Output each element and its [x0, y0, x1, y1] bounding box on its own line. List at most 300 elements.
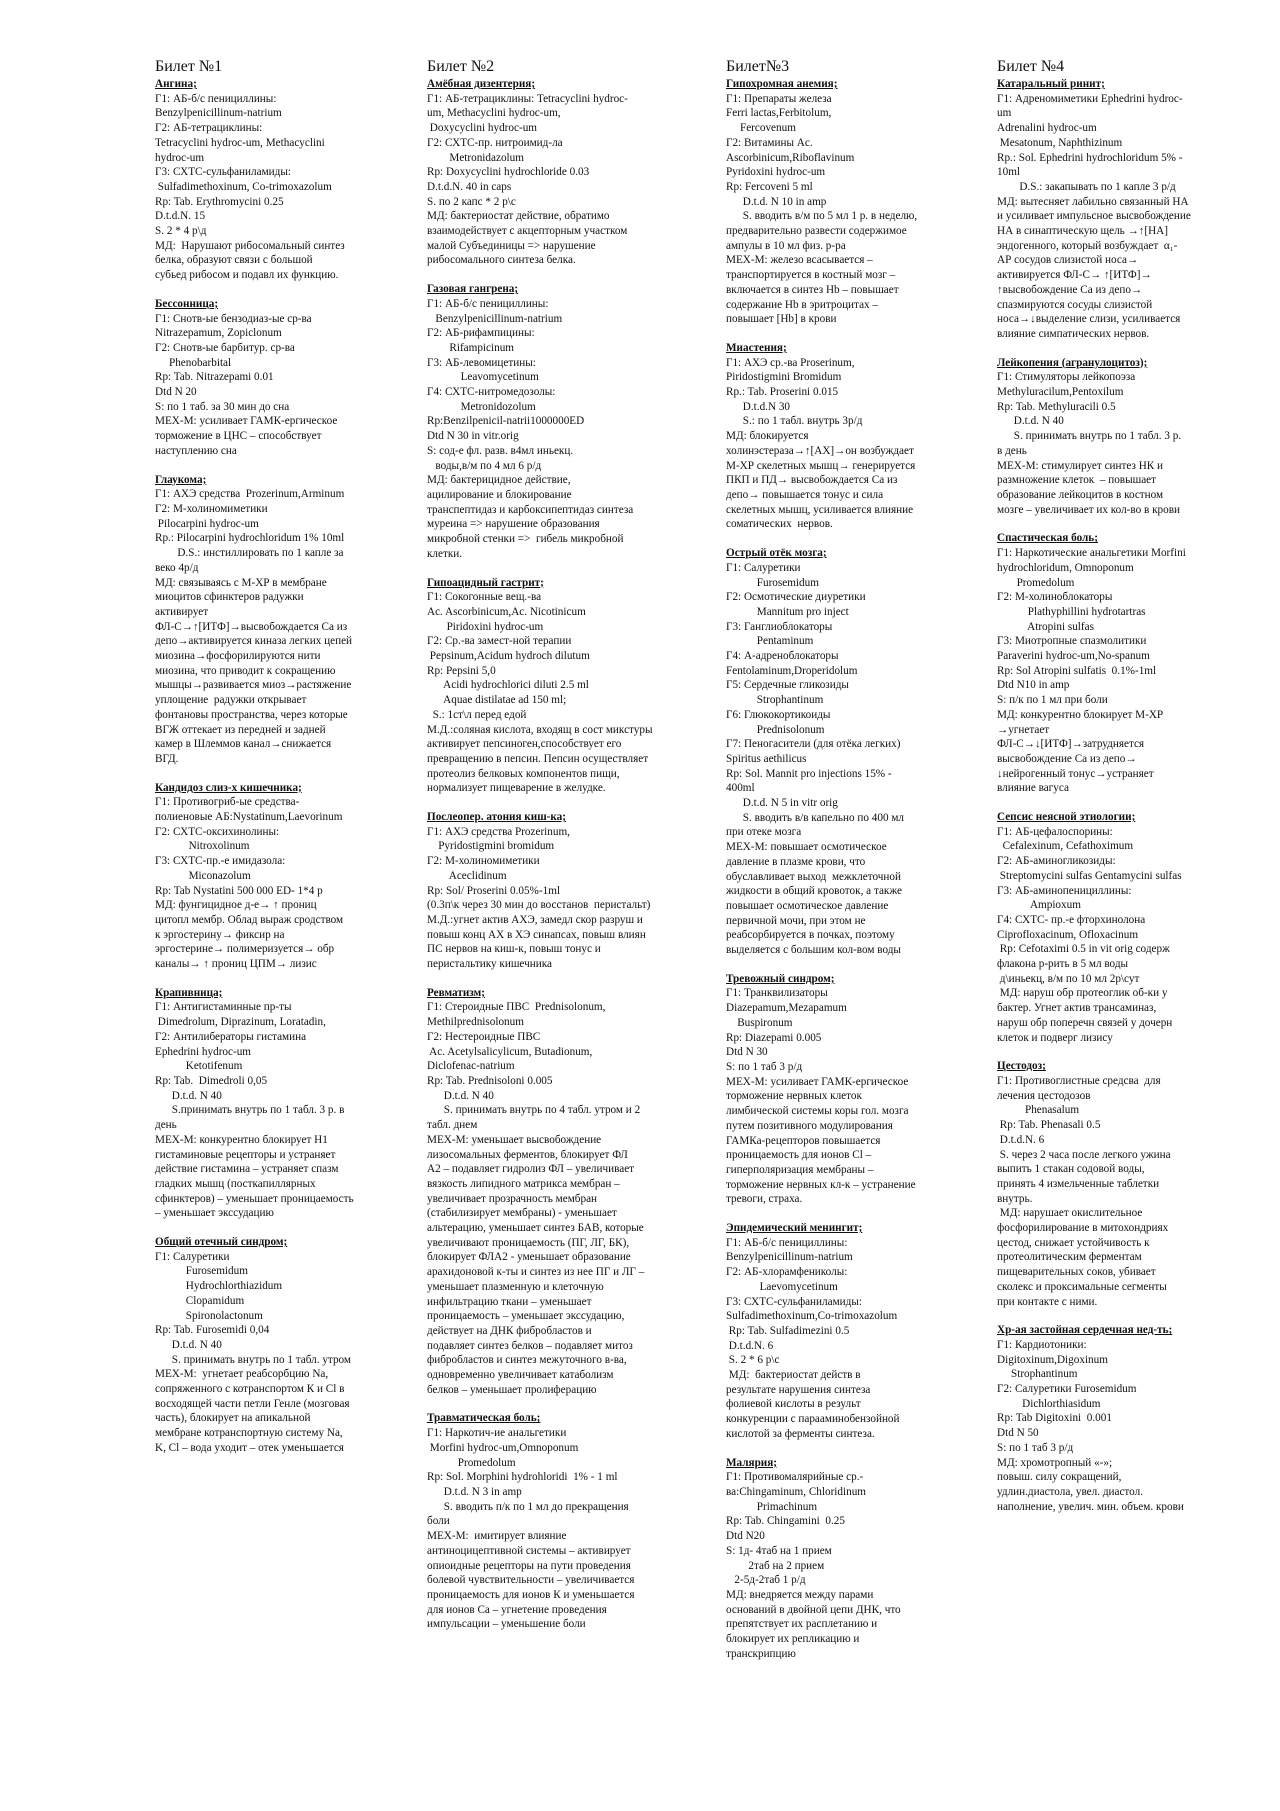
- text-line: Г1: Препараты железа: [726, 92, 832, 105]
- text-line: депо→ повышается тонус и сила: [726, 488, 884, 501]
- disease-title: Послеопер. атония киш-ка;: [427, 811, 566, 824]
- text-line: при отеке мозга: [726, 826, 802, 839]
- text-line: и усиливает импульсное высвобождение: [997, 210, 1191, 223]
- text-line: воды,в/м по 4 мл 6 р/д: [427, 459, 542, 472]
- text-line: сколекс и проксимальные сегменты: [997, 1280, 1167, 1293]
- text-line: д\иньекц, в/м по 10 мл 2р\сут: [997, 972, 1140, 985]
- text-line: Mannitum pro inject: [726, 605, 849, 618]
- text-line: боли: [427, 1515, 450, 1528]
- text-line: S.: 1ст\л перед едой: [427, 708, 527, 721]
- text-line: препятствует их расплетанию и: [726, 1618, 878, 1631]
- text-line: Г1: Стимуляторы лейкопоэза: [997, 371, 1136, 384]
- disease-section: [427, 77, 657, 268]
- text-line: болевой чувствительности – увеличивается: [427, 1574, 635, 1587]
- disease-title: Ангина;: [155, 78, 197, 90]
- text-line: Pyridostigmini bromidum: [427, 840, 555, 853]
- text-line: Promedolum: [427, 1456, 516, 1469]
- text-line: Spironolactonum: [155, 1309, 263, 1322]
- text-line: МД: связываясь с М-ХР в мембране: [155, 576, 327, 589]
- text-line: ↓нейрогенный тонус→устраняет: [997, 767, 1154, 780]
- text-line: Aquae distilatae ad 150 ml;: [427, 694, 567, 707]
- text-line: нормализует пищеварение в желудке.: [427, 782, 606, 795]
- text-line: Г1: АБ-б/с пенициллины:: [155, 92, 277, 105]
- text-line: Rp: Tab Nystatini 500 000 ED- 1*4 р: [155, 884, 323, 897]
- text-line: Nitroxolinum: [155, 840, 250, 853]
- disease-title: Ревматизм;: [427, 986, 485, 999]
- text-line: повышает осмотическое давление: [726, 899, 889, 912]
- text-line: S. принимать внутрь по 4 табл. утром и 2: [427, 1104, 641, 1117]
- disease-section: [427, 576, 657, 797]
- ticket-column-3: [726, 58, 956, 1675]
- text-line: миозина→фосфорилируются нити: [155, 650, 321, 663]
- text-line: сфинктеров) – уменьшает проницаемость: [155, 1192, 354, 1205]
- text-line: Fentolaminum,Droperidolum: [726, 664, 858, 677]
- text-line: повышает [Hb] в крови: [726, 313, 837, 326]
- text-line: Rp: Tab. Phenasali 0.5: [997, 1119, 1101, 1132]
- text-line: Rp.: Sol. Ephedrini hydrochloridum 5% -: [997, 151, 1183, 164]
- text-line: лизосомальных ферментов, блокирует ФЛ: [427, 1148, 628, 1161]
- text-line: клетки.: [427, 547, 463, 560]
- disease-title: Сепсис неясной этиологии;: [997, 811, 1136, 824]
- text-line: Rp: Sol. Mannit pro injections 15% -: [726, 767, 892, 780]
- text-line: ацилирование и блокирование: [427, 488, 572, 501]
- text-line: арахидоновой к-ты и синтез из нее ПГ и ЛГ –: [427, 1266, 645, 1279]
- text-line: МД: бактериостат действие, обратимо: [427, 210, 610, 223]
- ticket-title: Билет№3: [726, 58, 790, 75]
- disease-title: Амёбная дизентерия;: [427, 78, 536, 90]
- text-line: Strophantinum: [726, 694, 824, 707]
- text-line: Ac. Acetylsalicylicum, Butadionum,: [427, 1045, 593, 1058]
- text-line: МЕХ-М: имитирует влияние: [427, 1530, 567, 1543]
- text-line: уплощение радужки открывает: [155, 694, 307, 707]
- ticket-column-1: [155, 58, 385, 1470]
- disease-title: Гипоацидный гастрит;: [427, 576, 544, 589]
- text-line: реабсорбируется в почках, поэтому: [726, 929, 895, 942]
- text-line: Г2: М-холиноблокаторы: [997, 591, 1113, 604]
- text-line: Metronidozolum: [427, 400, 536, 413]
- text-line: Г2: АБ-тетрациклины:: [155, 122, 263, 135]
- text-line: Г1: АБ-цефалоспорины:: [997, 825, 1113, 838]
- text-line: Furosemidum: [726, 576, 819, 589]
- text-line: Furosemidum: [155, 1265, 248, 1278]
- text-line: S. через 2 часа после легкого ужина: [997, 1148, 1171, 1161]
- text-line: цитопл мембр. Облад выраж сродством: [155, 913, 344, 926]
- text-line: hydroc-um: [155, 151, 205, 164]
- text-line: Rp: Pepsini 5,0: [427, 664, 496, 677]
- text-line: Г1: АБ-тетрациклины: Tetracyclini hydroc-: [427, 92, 628, 105]
- text-line: Г2: М-холиномиметики: [427, 855, 540, 868]
- text-line: D.t.d. N 40: [997, 415, 1064, 428]
- text-line: полиеновые АБ:Nystatinum,Laevorinum: [155, 811, 343, 824]
- text-line: миозина, что приводит к сокращению: [155, 664, 336, 677]
- text-line: Benzylpenicillinum-natrium: [155, 107, 282, 120]
- text-line: S: по 1 таб. за 30 мин до сна: [155, 400, 290, 413]
- text-line: Г1: АБ-б/с пенициллины:: [427, 297, 549, 310]
- text-line: фолиевой кислоты в результ: [726, 1398, 861, 1411]
- text-line: Morfini hydroc-um,Omnoponum: [427, 1441, 579, 1454]
- text-line: Г2: Осмотические диуретики: [726, 591, 866, 604]
- text-line: наполнение, увелич. мин. объем. крови: [997, 1500, 1184, 1513]
- text-line: Plathyphillini hydrotartras: [997, 605, 1146, 618]
- text-line: Rp: Tab. Prednisoloni 0.005: [427, 1075, 553, 1087]
- text-line: действие гистамина – устраняет спазм: [155, 1163, 339, 1176]
- text-line: Г2: Антилибераторы гистамина: [155, 1030, 307, 1043]
- text-line: Ketotifenum: [155, 1060, 243, 1073]
- text-line: ампулы в 10 мл физ. р-ра: [726, 239, 846, 252]
- text-line: транспептидаз и карбоксипептидаз синтеза: [427, 503, 634, 516]
- text-line: Г1: Салуретики: [726, 561, 801, 574]
- disease-section: [155, 297, 385, 459]
- text-line: Methyluracilum,Pentoxilum: [997, 386, 1124, 399]
- text-line: S. вводить п/к по 1 мл до прекращения: [427, 1500, 629, 1513]
- text-line: S: п/к по 1 мл при боли: [997, 694, 1108, 707]
- text-line: 400ml: [726, 782, 755, 795]
- text-line: Leavomycetinum: [427, 371, 539, 384]
- text-line: камер в Шлеммов канал→снижается: [155, 738, 332, 751]
- text-line: Rp: Cefotaximi 0.5 in vit orig содерж: [997, 943, 1170, 956]
- text-line: D.t.d.N 30: [726, 400, 791, 413]
- text-line: Mesatonum, Naphthizinum: [997, 136, 1123, 149]
- text-line: Hydrochlorthiazidum: [155, 1280, 283, 1293]
- text-line: Nitrazepamum, Zopiclonum: [155, 327, 282, 340]
- text-line: S.принимать внутрь по 1 табл. 3 р. в: [155, 1104, 345, 1117]
- text-line: Rp:Benzilpenicil-natrii1000000ED: [427, 415, 585, 428]
- text-line: Methilprednisolonum: [427, 1016, 524, 1029]
- text-line: Benzylpenicillinum-natrium: [726, 1251, 853, 1264]
- text-line: Г3: Ганглиоблокаторы: [726, 620, 833, 633]
- disease-title: Гипохромная анемия;: [726, 78, 838, 90]
- text-line: конкуренции с парааминобензойной: [726, 1413, 900, 1426]
- disease-title: Цестодоз;: [997, 1060, 1046, 1073]
- text-line: альтерацию, уменьшает синтез БАВ, которые: [427, 1222, 644, 1235]
- text-line: гистаминовые рецепторы и устраняет: [155, 1148, 336, 1161]
- text-line: D.t.d.N. 6: [997, 1133, 1045, 1146]
- disease-section: [997, 1059, 1227, 1309]
- text-line: А2 – подавляет гидролиз ФЛ – увеличивает: [427, 1163, 635, 1176]
- text-line: уменьшает плазменную и клеточную: [427, 1280, 604, 1293]
- text-line: путем позитивного модулирования: [726, 1119, 893, 1132]
- text-line: Rp: Tab. Chingamini 0.25: [726, 1515, 845, 1528]
- text-line: протеолитическим ферментам: [997, 1251, 1142, 1264]
- text-line: Г2: Витамины Ac.: [726, 136, 813, 149]
- disease-title: Травматическая боль;: [427, 1412, 541, 1425]
- disease-section: [726, 972, 956, 1207]
- ticket-column-2: [427, 58, 657, 1646]
- text-line: МД: фунгицидное д-е→ ↑ прониц: [155, 899, 317, 912]
- text-line: МД: бактериостат действ в: [726, 1369, 861, 1382]
- text-line: Phenobarbital: [155, 356, 232, 369]
- text-line: Miconazolum: [155, 869, 251, 882]
- text-line: S: по 1 таб 3 р/д: [726, 1061, 803, 1073]
- text-line: S: по 1 таб 3 р/д: [997, 1441, 1074, 1454]
- disease-section: [427, 810, 657, 972]
- text-line: в день: [997, 444, 1027, 457]
- text-line: МД: вытесняет лабильно связанный НА: [997, 195, 1189, 208]
- text-line: предварительно развести содержимое: [726, 225, 907, 238]
- text-line: Diclofenac-natrium: [427, 1060, 515, 1073]
- text-line: активирует пепсиноген,способствует его: [427, 738, 622, 751]
- text-line: транскрипцию: [726, 1647, 796, 1660]
- text-line: Pentaminum: [726, 635, 814, 648]
- text-line: Г1: Салуретики: [155, 1250, 230, 1263]
- text-line: Fercovenum: [726, 122, 796, 135]
- text-line: сопряженного с котранспортом К и Cl в: [155, 1383, 345, 1396]
- text-line: Г4: СХТС- пр.-е фторхинолона: [997, 913, 1146, 926]
- text-line: Rp: Tab. Erythromycini 0.25: [155, 195, 284, 208]
- text-line: мозге – увеличивает их кол-во в крови: [997, 503, 1180, 516]
- text-line: проницаемость для ионов Cl –: [726, 1149, 872, 1162]
- text-line: М.Д.:угнет актив АХЭ, замедл скор разруш и: [427, 913, 643, 926]
- text-line: Г2: СХТС-оксихинолины:: [155, 825, 280, 838]
- text-line: (0.3п\к через 30 мин до восстанов перистальт): [427, 899, 651, 912]
- text-line: Rp: Doxycyclini hydrochloride 0.03: [427, 166, 590, 179]
- text-line: Sulfadimethoxinum,Co-trimoxazolum: [726, 1310, 898, 1323]
- text-line: Г2: АБ-аминогликозиды:: [997, 855, 1116, 868]
- text-line: мышцы→развивается миоз→растяжение: [155, 679, 352, 692]
- text-line: белков – уменьшает пролиферацию: [427, 1383, 597, 1396]
- text-line: фибробластов и синтез межуточного в-ва,: [427, 1354, 627, 1367]
- text-line: субьед рибосом и подавл их функцию.: [155, 269, 339, 282]
- text-line: инфильтрацию ткани – уменьшает: [427, 1295, 592, 1308]
- text-line: торможение нервных кл-к – устранение: [726, 1178, 916, 1191]
- text-line: (стабилизирует мембраны) - уменьшает: [427, 1207, 617, 1220]
- text-line: спазмируются сосуды слизистой: [997, 298, 1153, 311]
- text-line: Ephedrini hydroc-um: [155, 1045, 252, 1058]
- text-line: Buspironum: [726, 1016, 793, 1029]
- text-line: D.t.d.N. 15: [155, 210, 206, 223]
- text-line: МД: бактерицидное действие,: [427, 474, 571, 487]
- text-line: фосфорилирование в митохондриях: [997, 1222, 1169, 1235]
- disease-title: Лейкопения (агранулоцитоз);: [997, 356, 1148, 369]
- disease-section: [726, 1221, 956, 1442]
- text-line: носа→↓выделение слизи, усиливается: [997, 313, 1181, 326]
- text-line: при контакте с ними.: [997, 1295, 1098, 1308]
- text-line: Doxycyclini hydroc-um: [427, 122, 537, 135]
- disease-section: [997, 810, 1227, 1045]
- text-line: Г1: Транквилизаторы: [726, 987, 828, 1000]
- text-line: D.t.d. N 40: [155, 1338, 222, 1351]
- text-line: Rp: Sol. Morphini hydrohloridi 1% - 1 ml: [427, 1471, 618, 1484]
- text-line: Rp: Tab. Methyluracili 0.5: [997, 400, 1116, 413]
- disease-section: [726, 546, 956, 958]
- text-line: Primachinum: [726, 1500, 818, 1513]
- text-line: Ac. Ascorbinicum,Ac. Nicotinicum: [427, 605, 586, 618]
- disease-section: [726, 341, 956, 532]
- text-line: Benzylpenicillinum-natrium: [427, 312, 563, 325]
- text-line: D.t.d. N 40: [155, 1089, 222, 1102]
- disease-title: Глаукома;: [155, 473, 207, 486]
- text-line: Rp: Tab. Dimedroli 0,05: [155, 1075, 268, 1087]
- text-line: Г1: Адреномиметики Ephedrini hydroc-: [997, 92, 1183, 105]
- text-line: Г1: Противоглистные средсва для: [997, 1075, 1161, 1087]
- text-line: перистальтику кишечника: [427, 958, 552, 971]
- ticket-title: Билет №2: [427, 58, 495, 75]
- text-line: Г3: СХТС-сульфаниламиды:: [155, 166, 291, 179]
- text-line: 10ml: [997, 166, 1020, 179]
- text-line: влияние симпатических нервов.: [997, 327, 1150, 340]
- text-line: содержание Hb в эритроцитах –: [726, 298, 879, 311]
- text-line: ВГЖ оттекает из передней и задней: [155, 723, 326, 736]
- text-line: протеолиз белковых компонентов пищи,: [427, 767, 620, 780]
- text-line: ↑высвобождение Са из депо→: [997, 283, 1143, 296]
- text-line: Promedolum: [997, 576, 1075, 589]
- text-line: Pepsinum,Acidum hydroch dilutum: [427, 650, 590, 663]
- text-line: um, Methacyclini hydroc-um,: [427, 107, 561, 120]
- text-line: соматических нервов.: [726, 518, 833, 531]
- text-line: – уменьшает экссудацию: [155, 1207, 274, 1220]
- text-line: D.t.d. N 5 in vitr orig: [726, 797, 838, 810]
- disease-title: Малярия;: [726, 1456, 778, 1469]
- text-line: тревоги, страха.: [726, 1193, 803, 1206]
- text-line: влияние вагуса: [997, 782, 1069, 795]
- text-line: Г3: АБ-левомицетины:: [427, 356, 536, 369]
- disease-section: [155, 986, 385, 1221]
- text-line: 2таб на 2 прием: [726, 1559, 825, 1572]
- text-line: Rp.: Tab. Proserini 0.015: [726, 386, 839, 399]
- text-line: первичной мочи, при этом не: [726, 914, 866, 927]
- disease-section: [427, 1411, 657, 1632]
- text-line: Adrenalini hydroc-um: [997, 122, 1097, 135]
- text-line: Г4: А-адреноблокаторы: [726, 650, 839, 663]
- text-line: каналы→ ↑ прониц ЦПМ→ лизис: [155, 958, 317, 971]
- text-line: транспортируется в костный мозг –: [726, 269, 896, 282]
- text-line: Г1: Стероидные ПВС Prednisolonum,: [427, 1001, 606, 1014]
- text-line: включается в синтез Hb – повышает: [726, 283, 899, 296]
- text-line: МД: хромотропный «-»;: [997, 1456, 1113, 1469]
- text-line: МД: нарушает окислительное: [997, 1207, 1143, 1220]
- disease-title: Спастическая боль;: [997, 532, 1098, 545]
- text-line: S. 2 * 4 р\д: [155, 225, 207, 238]
- text-line: Г6: Глюкокортикоиды: [726, 708, 831, 721]
- text-line: Rp: Sol Atropini sulfatis 0.1%-1ml: [997, 664, 1157, 677]
- text-line: оснований в двойной цепи ДНК, что: [726, 1603, 901, 1616]
- disease-section: [997, 531, 1227, 796]
- text-line: ВГД.: [155, 752, 179, 765]
- text-line: Acidi hydrochlorici diluti 2.5 ml: [427, 679, 589, 692]
- text-line: Г1: Снотв-ые бензодиаз-ые ср-ва: [155, 312, 312, 325]
- text-line: Prednisolonum: [726, 723, 825, 736]
- text-line: рибосомального синтеза белка.: [427, 254, 576, 267]
- text-line: активируется ФЛ-С→ ↑[ИТФ]→: [997, 269, 1152, 282]
- text-line: гладких мышц (посткапиллярных: [155, 1177, 316, 1190]
- disease-title: Кандидоз слиз-х кишечника;: [155, 781, 302, 794]
- text-line: Г1: АХЭ средства Prozerinum,: [427, 825, 570, 838]
- text-line: Phenasalum: [997, 1104, 1080, 1117]
- text-line: восходящей части петли Генле (мозговая: [155, 1397, 350, 1410]
- text-line: эндогенного, который возбуждает α₁-: [997, 239, 1178, 252]
- disease-title: Эпидемический менингит;: [726, 1222, 863, 1235]
- text-line: выпить 1 стакан содовой воды,: [997, 1163, 1145, 1176]
- text-line: D.t.d.N. 6: [726, 1339, 774, 1352]
- text-line: Pilocarpini hydroc-um: [155, 517, 259, 530]
- text-line: Strophantinum: [997, 1368, 1078, 1381]
- disease-section: [997, 356, 1227, 518]
- text-line: S. 2 * 6 р\с: [726, 1354, 780, 1367]
- text-line: Rp: Diazepami 0.005: [726, 1031, 822, 1044]
- text-line: блокирует их репликацию и: [726, 1633, 860, 1646]
- text-line: Г2: СХТС-пр. нитроимид-ла: [427, 136, 563, 149]
- ticket-column-4: [997, 58, 1227, 1528]
- text-line: жидкости в общий кровоток, а также: [726, 885, 902, 898]
- text-line: Г1: Наркотические анальгетики Morfini: [997, 547, 1186, 560]
- text-line: S. вводить в/м по 5 мл 1 р. в неделю,: [726, 210, 918, 223]
- text-line: Sulfadimethoxinum, Co-trimoxazolum: [155, 180, 332, 193]
- text-line: Г1: Наркотич-ие анальгетики: [427, 1427, 567, 1440]
- text-line: Г4: СХТС-нитромедозолы:: [427, 386, 556, 399]
- text-line: высвобождение Са из депо→: [997, 752, 1137, 765]
- text-line: Rp: Tab. Sulfadimezini 0.5: [726, 1324, 850, 1337]
- text-line: ФЛ-С→↓[ИТФ]→затрудняется: [997, 738, 1145, 751]
- text-line: Г1: АХЭ ср.-ва Proserinum,: [726, 356, 855, 369]
- text-line: веко 4р/д: [155, 561, 199, 574]
- text-line: одновременно увеличивает катаболизм: [427, 1369, 614, 1382]
- disease-title: Катаральный ринит;: [997, 78, 1105, 90]
- text-line: пищеварительных соков, убивает: [997, 1266, 1156, 1279]
- text-line: Piridoxini hydroc-um: [427, 620, 544, 633]
- text-line: увеличивает прозрачность мембран: [427, 1192, 598, 1205]
- disease-section: [726, 77, 956, 327]
- text-line: повыш конц АХ в ХЭ синапсах, повыш влиян: [427, 928, 646, 941]
- text-line: микробной стенки => гибель микробной: [427, 533, 624, 546]
- text-line: МЕХ-М: уменьшает высвобождение: [427, 1133, 602, 1146]
- text-line: Г1: Противомалярийные ср.-: [726, 1471, 864, 1484]
- text-line: эргостерине→ полимеризуется→ обр: [155, 943, 335, 956]
- text-line: муреина => нарушение образования: [427, 518, 600, 531]
- text-line: торможение нервных клеток: [726, 1090, 862, 1103]
- text-line: →угнетает: [997, 723, 1050, 736]
- text-line: Atropini sulfas: [997, 620, 1094, 633]
- text-line: кислотой за ферменты синтеза.: [726, 1427, 875, 1440]
- text-line: М-ХР скелетных мышц→ генерируется: [726, 459, 916, 472]
- text-line: Laevomycetinum: [726, 1280, 838, 1293]
- text-line: ПС нервов на киш-к, повыш тонус и: [427, 943, 601, 956]
- text-line: ва:Chingaminum, Chloridinum: [726, 1485, 867, 1498]
- disease-section: [427, 986, 657, 1398]
- text-line: Г3: СХТС-сульфаниламиды:: [726, 1295, 862, 1308]
- text-line: Ascorbinicum,Riboflavinum: [726, 151, 855, 164]
- text-line: наруш обр поперечн связей у дочерн: [997, 1016, 1173, 1029]
- text-line: D.t.d.N. 40 in caps: [427, 180, 512, 193]
- text-line: МД: наруш обр протеоглик об-ки у: [997, 987, 1168, 1000]
- text-line: гиперполяризация мембраны –: [726, 1163, 874, 1176]
- text-line: МЕХ-М: усиливает ГАМК-ергическое: [726, 1075, 909, 1088]
- text-line: Rp: Tab. Furosemidi 0,04: [155, 1324, 270, 1337]
- text-line: МЕХ-М: стимулирует синтез НК и: [997, 459, 1164, 472]
- text-line: превращению в пепсин. Пепсин осуществляет: [427, 752, 649, 765]
- text-line: S. вводить в/в капельно по 400 мл: [726, 811, 905, 824]
- text-line: бактер. Угнет актив трансаминаз,: [997, 1002, 1157, 1015]
- text-line: S. по 2 капс * 2 р\с: [427, 195, 516, 208]
- text-line: лимбической системы коры гол. мозга: [726, 1105, 909, 1118]
- text-line: малой Субъединицы => нарушение: [427, 239, 596, 252]
- text-line: Dtd N 20: [155, 386, 197, 399]
- disease-title: Хр-ая застойная сердечная нед-ть;: [997, 1324, 1173, 1337]
- text-line: S: 1д- 4таб на 1 прием: [726, 1544, 832, 1557]
- text-line: действует на ДНК фибробластов и: [427, 1324, 592, 1337]
- text-line: Г2: Снотв-ые барбитур. ср-ва: [155, 341, 295, 354]
- text-line: Г3: СХТС-пр.-е имидазола:: [155, 855, 286, 868]
- text-line: D.t.d. N 3 in amp: [427, 1485, 522, 1498]
- text-line: Digitoxinum,Digoxinum: [997, 1353, 1108, 1366]
- text-line: Dtd N 30: [726, 1046, 768, 1059]
- text-line: подавляет синтез белков – подавляет митоз: [427, 1339, 633, 1352]
- text-line: проницаемость для ионов К и уменьшается: [427, 1588, 635, 1601]
- text-line: для ионов Са – угнетение проведения: [427, 1603, 607, 1616]
- text-line: взаимодействует с акцепторным участком: [427, 225, 628, 238]
- text-line: Rp: Ferсoveni 5 ml: [726, 180, 813, 193]
- text-line: импульсации – уменьшение боли: [427, 1618, 586, 1631]
- text-line: МД: блокируется: [726, 430, 809, 443]
